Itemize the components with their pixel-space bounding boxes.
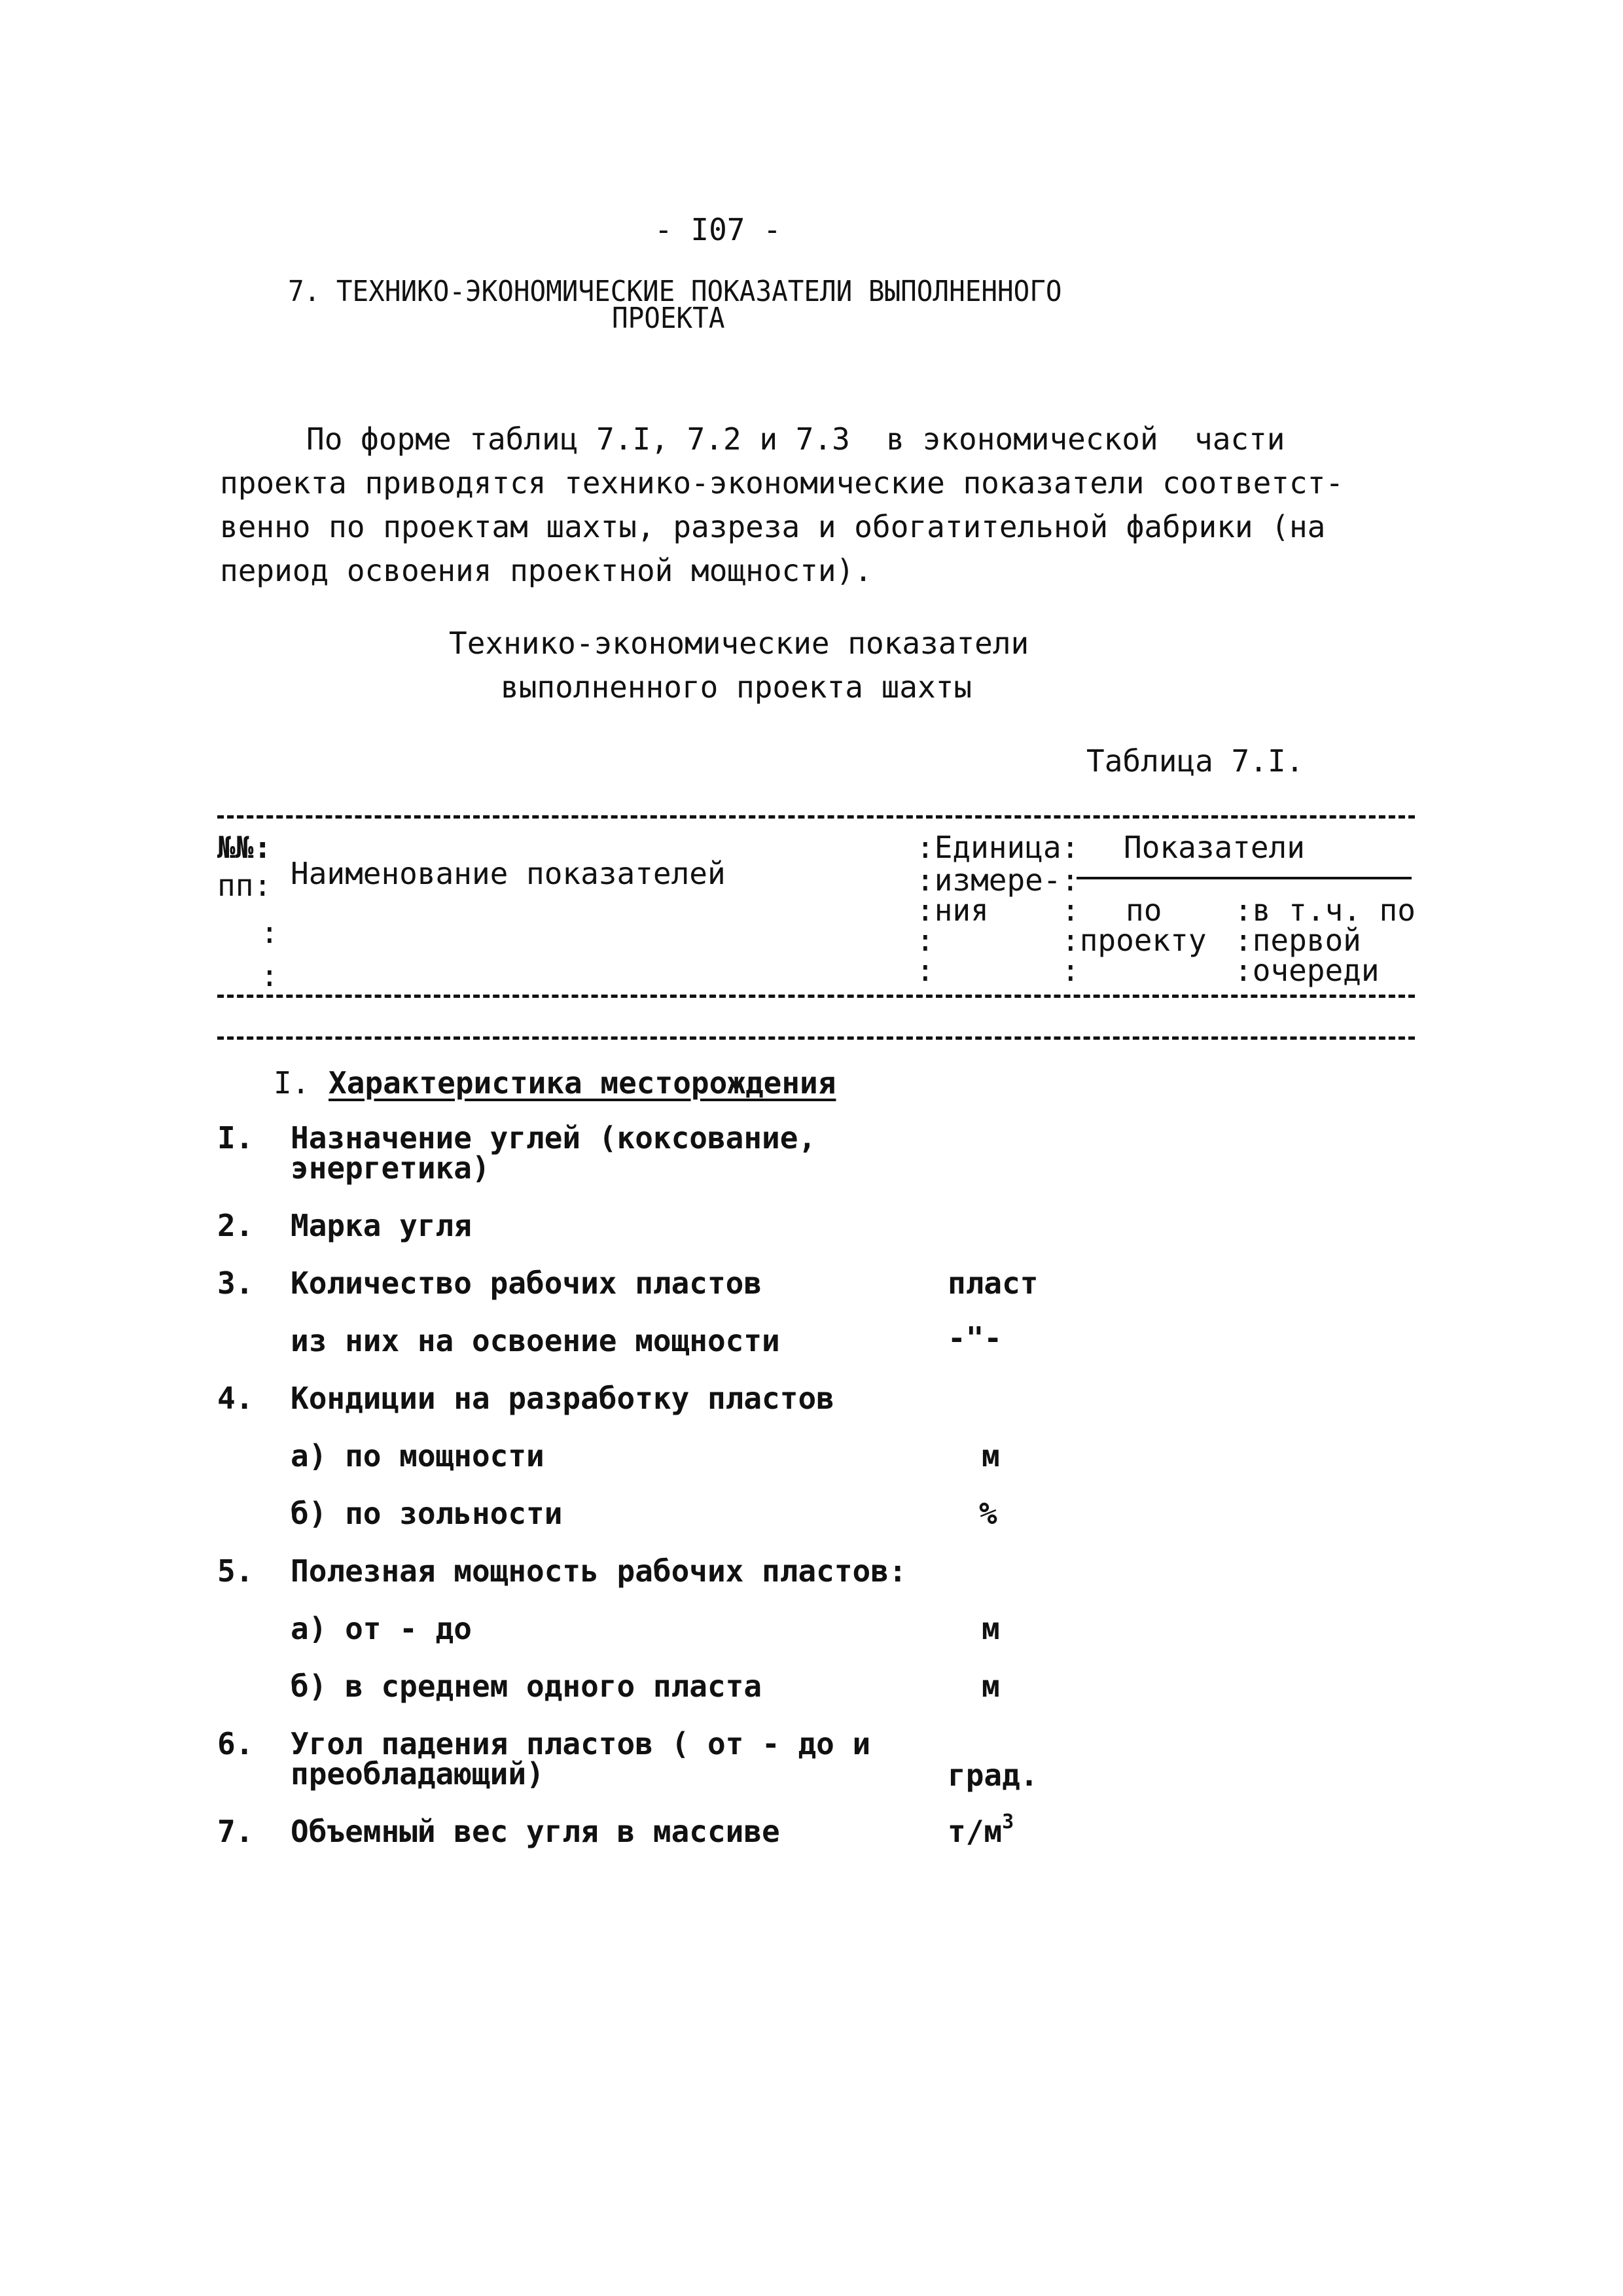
col-indicators-header: Показатели xyxy=(1124,830,1305,865)
row-text: Угол падения пластов ( от - до и xyxy=(291,1726,871,1761)
col-num-header-2: пп: xyxy=(217,868,272,903)
table-label: Таблица 7.I. xyxy=(1086,743,1304,779)
intro-line-2: проекта приводятся технико-экономические показатели соответст- xyxy=(220,465,1344,501)
row-text: б) в среднем одного пласта xyxy=(291,1669,762,1704)
col-first-header-1: :в т.ч. по xyxy=(1234,892,1416,928)
row-unit-base: т/м xyxy=(948,1814,1003,1849)
row-unit: % xyxy=(979,1496,997,1531)
table-caption-line-1: Технико-экономические показатели xyxy=(449,626,1029,661)
section-heading-number: I. xyxy=(274,1065,310,1101)
row-text: Назначение углей (коксование, xyxy=(291,1120,817,1156)
row-text: б) по зольности xyxy=(291,1496,563,1531)
section-title-continuation: ПРОЕКТА xyxy=(612,302,725,335)
indicators-rule xyxy=(1077,877,1412,879)
col-unit-header-1: :Единица: xyxy=(916,830,1080,865)
row-unit: -"- xyxy=(948,1320,1003,1356)
table-body-top-rule xyxy=(217,1036,1415,1040)
page-number: - I07 - xyxy=(654,212,781,247)
intro-line-4: период освоения проектной мощности). xyxy=(220,553,872,588)
row-text: Объемный вес угля в массиве xyxy=(291,1814,780,1849)
table-top-rule xyxy=(217,815,1415,819)
section-heading: Характеристика месторождения xyxy=(329,1065,836,1101)
row-number: 6. xyxy=(217,1726,254,1761)
col-unit-header-3: :ния xyxy=(916,892,989,928)
table-caption-line-2: выполненного проекта шахты xyxy=(501,669,972,705)
section-title: 7. ТЕХНИКО-ЭКОНОМИЧЕСКИЕ ПОКАЗАТЕЛИ ВЫПОЛНЕННОГО xyxy=(288,275,1062,308)
row-unit: м xyxy=(982,1438,1000,1474)
col-name-header: Наименование показателей xyxy=(291,856,726,891)
col-num-header: №№: xyxy=(217,830,272,865)
row-text-cont: энергетика) xyxy=(291,1150,490,1186)
col-project-header-1: по xyxy=(1126,892,1162,928)
col-num-colon: : xyxy=(260,915,279,950)
row-text: Количество рабочих пластов xyxy=(291,1265,762,1301)
row-unit xyxy=(948,1810,1014,1849)
row-number: 3. xyxy=(217,1265,254,1301)
row-text: а) по мощности xyxy=(291,1438,544,1474)
row-unit: пласт xyxy=(948,1265,1039,1301)
row-text: Полезная мощность рабочих пластов: xyxy=(291,1553,907,1589)
col-project-colon: : xyxy=(1061,892,1080,928)
col-first-header-3: :очереди xyxy=(1234,953,1380,988)
row-text: Кондиции на разработку пластов xyxy=(291,1381,834,1416)
row-number: I. xyxy=(217,1120,254,1156)
row-unit: м xyxy=(982,1611,1000,1646)
row-number: 2. xyxy=(217,1208,254,1243)
col-num-colon: : xyxy=(260,958,279,993)
col-unit-colon: : xyxy=(916,923,935,958)
col-project-colon: : xyxy=(1061,953,1080,988)
row-unit-superscript: 3 xyxy=(1002,1810,1014,1833)
row-unit: град. xyxy=(948,1757,1039,1793)
intro-line-1: По форме таблиц 7.I, 7.2 и 7.3 в экономической части xyxy=(306,421,1285,457)
row-number: 7. xyxy=(217,1814,254,1849)
col-first-header-2: :первой xyxy=(1234,923,1361,958)
row-text: из них на освоение мощности xyxy=(291,1323,780,1358)
row-text: а) от - до xyxy=(291,1611,472,1646)
col-unit-colon: : xyxy=(916,953,935,988)
col-project-header-2: :проекту xyxy=(1061,923,1207,958)
table-header-bottom-rule xyxy=(217,995,1415,998)
row-number: 5. xyxy=(217,1553,254,1589)
row-text: Марка угля xyxy=(291,1208,472,1243)
row-text-cont: преобладающий) xyxy=(291,1756,544,1792)
intro-line-3: венно по проектам шахты, разреза и обогатительной фабрики (на xyxy=(220,509,1326,544)
row-unit: м xyxy=(982,1669,1000,1704)
col-unit-header-2: :измере-: xyxy=(916,862,1080,898)
row-number: 4. xyxy=(217,1381,254,1416)
